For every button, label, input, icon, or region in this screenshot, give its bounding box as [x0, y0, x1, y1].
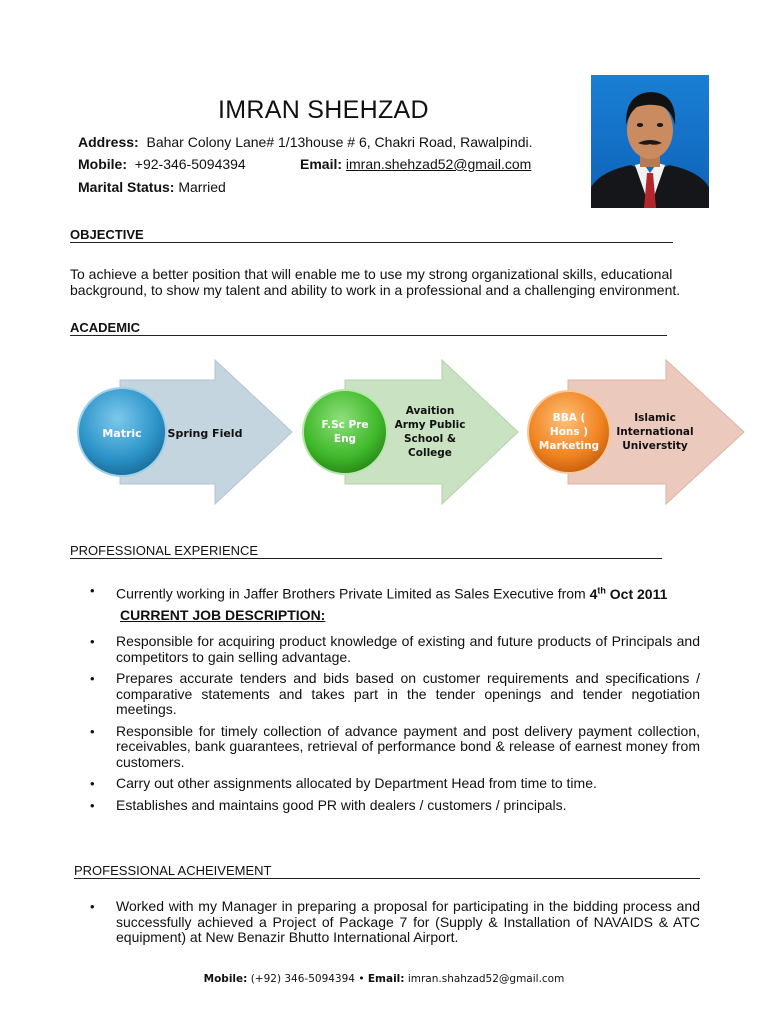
email-line	[300, 156, 531, 172]
current-position-item: • Currently working in Jaffer Brothers Private Limited as Sales Executive from 4th Oct 2011	[90, 583, 700, 602]
stage-3-degree-line-2: Hons )	[549, 426, 589, 438]
stage-2-institution-line-1: Avaition	[405, 405, 455, 417]
stage-2-institution-line-3: School &	[403, 433, 457, 445]
academic-heading: ACADEMIC	[70, 321, 667, 336]
duty-item: • Carry out other assignments allocated by Department Head from time to time.	[90, 776, 700, 792]
mobile-value: +92-346-5094394	[134, 156, 246, 172]
objective-heading: OBJECTIVE	[70, 228, 673, 243]
academic-stage-1	[78, 360, 292, 504]
mobile-line	[78, 156, 246, 172]
mobile-label: Mobile:	[78, 156, 127, 172]
stage-3-degree-line-3: Marketing	[538, 440, 600, 452]
stage-3-institution-line-1: Islamic	[634, 412, 676, 424]
marital-label: Marital Status:	[78, 179, 175, 195]
stage-1-degree: Matric	[102, 427, 142, 440]
objective-text: To achieve a better position that will enable me to use my strong organizational skills, educational background, to show my talent and ability to work in a professional and a challenging environment.	[70, 266, 681, 298]
footer-mobile-value: (+92) 346-5094394	[250, 973, 355, 985]
duty-item: • Responsible for timely collection of advance payment and post delivery payment collection, receivables, bank guarantees, retrieval of performance bond & release of earnest money from customers.	[90, 724, 700, 771]
footer-separator: •	[358, 973, 365, 985]
achievement-heading: PROFESSIONAL ACHEIVEMENT	[74, 864, 700, 879]
marital-value: Married	[178, 179, 226, 195]
duty-item: • Establishes and maintains good PR with dealers / customers / principals.	[90, 798, 700, 814]
duties-list	[90, 634, 700, 813]
experience-heading: PROFESSIONAL EXPERIENCE	[70, 544, 662, 559]
duty-item: • Responsible for acquiring product knowledge of existing and future products of Principals and competitors to gain selling advantage.	[90, 634, 700, 665]
footer-email-label: Email:	[367, 973, 405, 985]
profile-photo	[591, 75, 709, 208]
academic-flow-diagram	[70, 355, 760, 515]
achievement-item: • Worked with my Manager in preparing a proposal for participating in the bidding process and successfully achieved a Project of Package 7 for (Supply & Installation of NAVAIDS & ATC equipment) at New Benazir Bhutto International Airport.	[90, 899, 700, 946]
stage-1-institution: Spring Field	[167, 427, 243, 440]
candidate-name: IMRAN SHEHZAD	[218, 96, 429, 124]
academic-stage-3	[528, 360, 744, 504]
duty-item: • Prepares accurate tenders and bids based on customer requirements and specifications / comparative statements and takes part in the tender openings and tender negotiation meetings.	[90, 671, 700, 718]
achievement-list	[90, 899, 700, 946]
footer-email-value[interactable]: imran.shahzad52@gmail.com	[407, 973, 565, 985]
address-label: Address	[78, 134, 135, 150]
stage-2-institution-line-4: College	[408, 447, 452, 459]
academic-stage-2	[303, 360, 518, 504]
marital-line	[78, 179, 226, 195]
email-link[interactable]: imran.shehzad52@gmail.com	[345, 156, 532, 172]
job-description-heading: CURRENT JOB DESCRIPTION:	[120, 607, 326, 623]
stage-3-institution-line-3: Universtity	[622, 440, 688, 452]
email-label: Email:	[300, 156, 343, 172]
stage-2-degree-line-2: Eng	[333, 433, 357, 445]
footer-mobile-label: Mobile:	[203, 973, 248, 985]
address-value: Bahar Colony Lane# 1/13house # 6, Chakri Road, Rawalpindi.	[146, 134, 533, 150]
current-position-list	[90, 583, 700, 602]
address-line: Address: Bahar Colony Lane# 1/13house # 6, Chakri Road, Rawalpindi.	[78, 134, 533, 150]
stage-3-institution-line-2: International	[616, 426, 694, 438]
stage-2-institution-line-2: Army Public	[394, 419, 466, 431]
footer-contact	[0, 973, 768, 985]
stage-2-degree-line-1: F.Sc Pre	[321, 419, 369, 431]
stage-3-degree-line-1: BBA (	[552, 412, 586, 424]
